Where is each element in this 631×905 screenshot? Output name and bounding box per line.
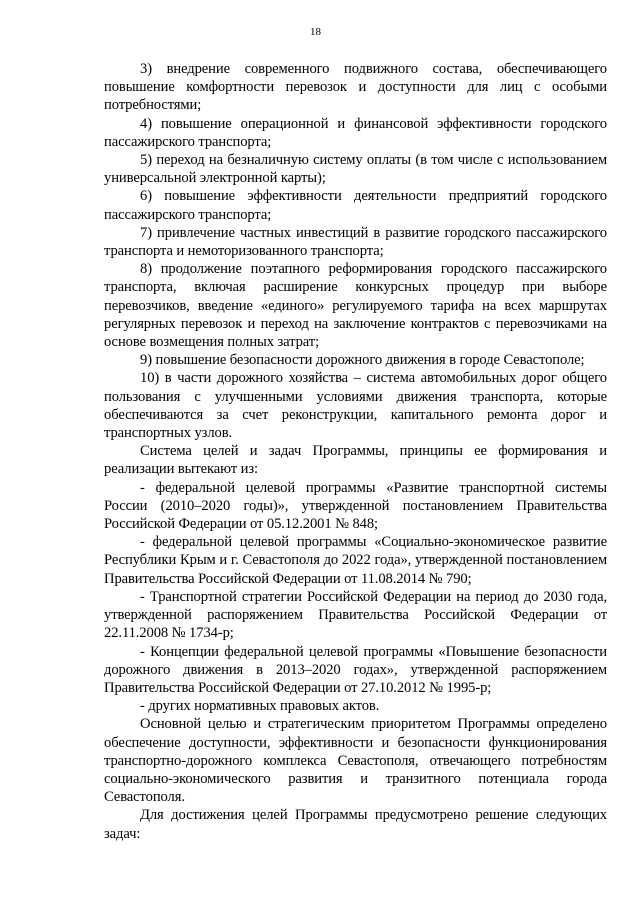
list-item-5: 5) переход на безналичную систему оплаты (в том числе с использованием универсальной электронной карты);	[104, 152, 607, 187]
list-item-9: 9) повышение безопасности дорожного движения в городе Севастополе;	[140, 352, 585, 369]
page-number: 18	[310, 26, 321, 38]
source-item-other-acts: - других нормативных правовых актов.	[140, 698, 380, 715]
source-item-fcp-transport: - федеральной целевой программы «Развитие транспортной системы России (2010–2020 годы)», утвержденной постановлением Правительства Российской Федерации от 05.12.2001 № 848;	[104, 479, 607, 533]
source-item-transport-strategy: - Транспортной стратегии Российской Федерации на период до 2030 года, утвержденной распоряжением Правительства Российской Федерации от 22.11.2008 № 1734-р;	[104, 588, 607, 642]
list-item-6: 6) повышение эффективности деятельности предприятий городского пассажирского транспорта;	[104, 188, 607, 223]
paragraph-main-goal: Основной целью и стратегическим приоритетом Программы определено обеспечение доступности, эффективности и безопасности функционирования транспортно-дорожного комплекса Севастополя, отвечающего потребностям социально-экономического развития и транзитного потенциала города Севастополя.	[104, 716, 607, 806]
document-body	[104, 60, 607, 843]
paragraph-tasks-intro: Для достижения целей Программы предусмотрено решение следующих задач:	[104, 807, 607, 842]
list-item-10: 10) в части дорожного хозяйства – система автомобильных дорог общего пользования с улучшенными условиями движения транспорта, которые обеспечиваются за счет реконструкции, капитального ремонта дорог и транспортных узлов.	[104, 370, 607, 442]
list-item-3: 3) внедрение современного подвижного состава, обеспечивающего повышение комфортности перевозок и доступности для лиц с особыми потребностями;	[104, 61, 607, 114]
source-item-road-safety-concept: - Концепции федеральной целевой программы «Повышение безопасности дорожного движения в 2013–2020 годах», утвержденной распоряжением Правительства Российской Федерации от 27.10.2012 № 1995-р;	[104, 643, 607, 696]
list-item-8: 8) продолжение поэтапного реформирования городского пассажирского транспорта, включая расширение конкурсных процедур при выборе перевозчиков, введение «единого» регулируемого тарифа на всех маршрутах регулярных перевозок и переход на заключение контрактов с перевозчиками на основе возмещения полных затрат;	[104, 261, 607, 351]
list-item-4: 4) повышение операционной и финансовой эффективности городского пассажирского транспорта;	[104, 115, 607, 150]
paragraph-goals-system: Система целей и задач Программы, принципы ее формирования и реализации вытекают из:	[104, 443, 607, 478]
list-item-7: 7) привлечение частных инвестиций в развитие городского пассажирского транспорта и немоторизованного транспорта;	[104, 224, 607, 260]
source-item-fcp-crimea: - федеральной целевой программы «Социально-экономическое развитие Республики Крым и г. Севастополя до 2022 года», утвержденной постановлением Правительства Российской Федерации от 11.08.2014 № 790;	[104, 534, 607, 587]
